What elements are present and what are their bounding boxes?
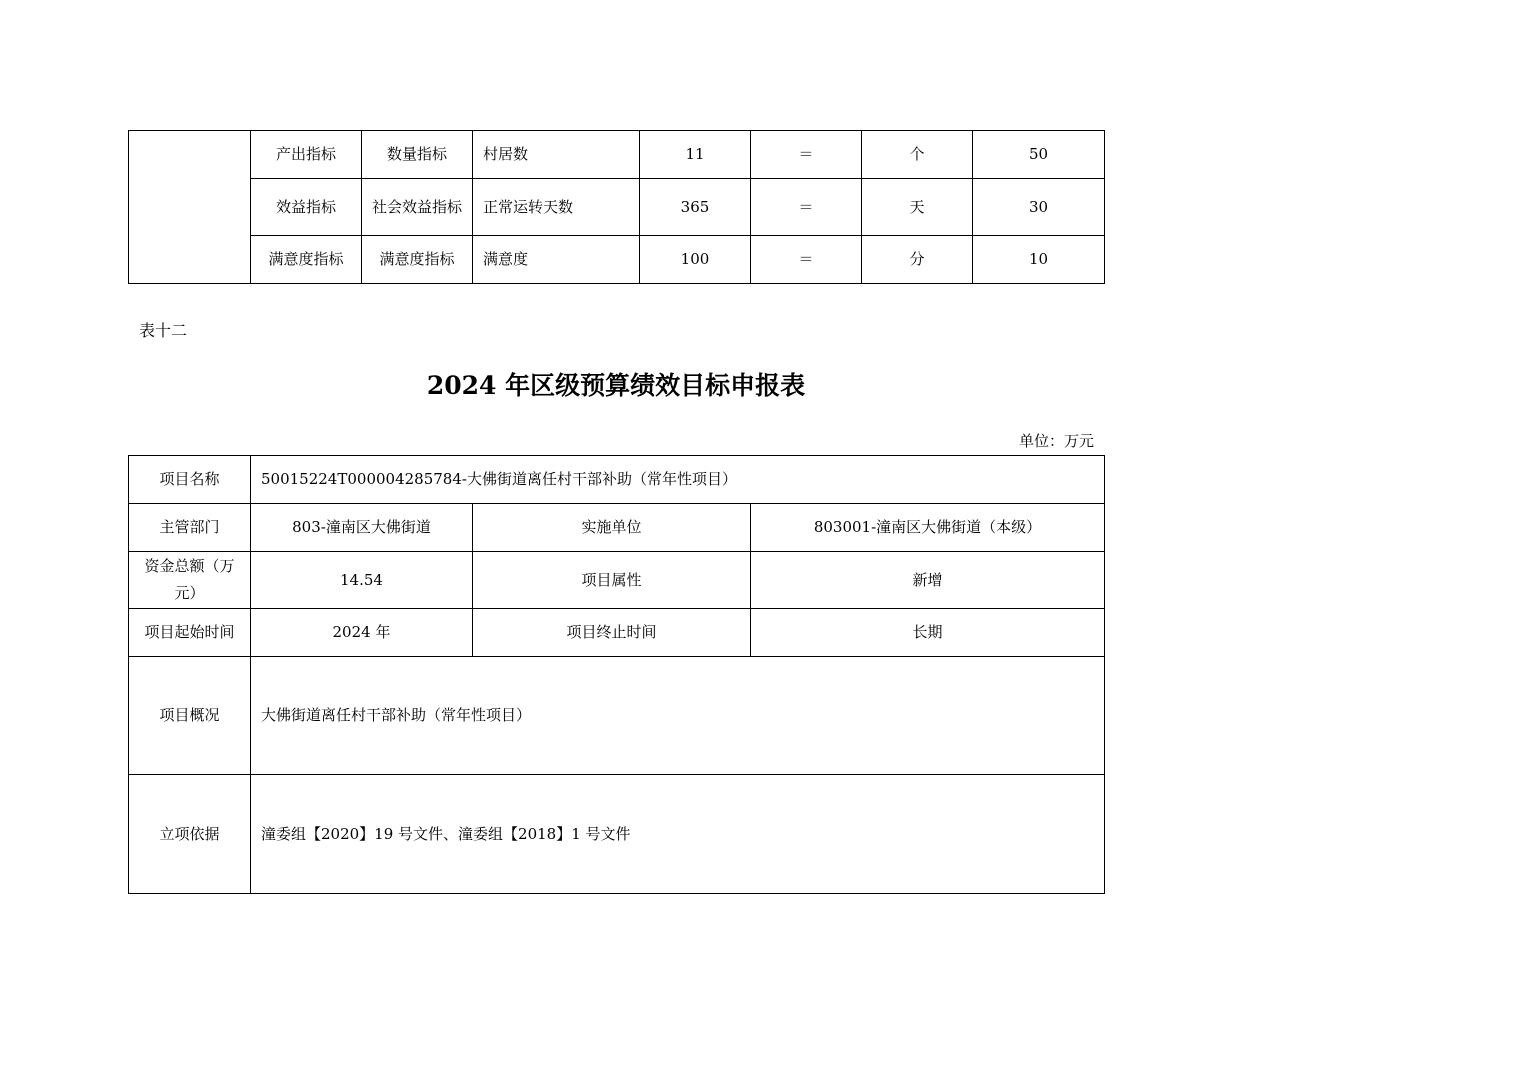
form-row-dept xyxy=(129,504,1105,552)
indicator-row xyxy=(129,179,1105,236)
indicator-subcategory: 数量指标 xyxy=(362,131,473,179)
attribute-value: 新增 xyxy=(751,552,1105,609)
form-row-overview xyxy=(129,657,1105,775)
attribute-label: 项目属性 xyxy=(473,552,751,609)
impl-unit-label: 实施单位 xyxy=(473,504,751,552)
indicator-unit: 分 xyxy=(862,236,973,284)
indicator-table xyxy=(128,130,1105,284)
document-title: 2024 年区级预算绩效目标申报表 xyxy=(426,371,806,400)
end-time-value: 长期 xyxy=(751,609,1105,657)
indicator-row xyxy=(129,131,1105,179)
indicator-subcategory: 社会效益指标 xyxy=(362,179,473,236)
project-name-value: 50015224T000004285784-大佛街道离任村干部补助（常年性项目） xyxy=(251,456,1105,504)
indicator-weight: 50 xyxy=(973,131,1105,179)
indicator-name: 满意度 xyxy=(473,236,640,284)
indicator-operator: ＝ xyxy=(751,179,862,236)
indicator-unit: 天 xyxy=(862,179,973,236)
start-time-value: 2024 年 xyxy=(251,609,473,657)
form-row-time xyxy=(129,609,1105,657)
overview-value: 大佛街道离任村干部补助（常年性项目） xyxy=(251,657,1105,775)
indicator-value: 100 xyxy=(640,236,751,284)
budget-form-table xyxy=(128,455,1105,894)
indicator-weight: 10 xyxy=(973,236,1105,284)
form-row-basis xyxy=(129,775,1105,894)
start-time-label: 项目起始时间 xyxy=(129,609,251,657)
indicator-operator: ＝ xyxy=(751,131,862,179)
indicator-name: 村居数 xyxy=(473,131,640,179)
indicator-operator: ＝ xyxy=(751,236,862,284)
indicator-row xyxy=(129,236,1105,284)
total-funds-value: 14.54 xyxy=(251,552,473,609)
indicator-unit: 个 xyxy=(862,131,973,179)
dept-value: 803-潼南区大佛街道 xyxy=(251,504,473,552)
table-number-label: 表十二 xyxy=(139,321,188,340)
total-funds-label: 资金总额（万元） xyxy=(129,552,251,609)
indicator-name: 正常运转天数 xyxy=(473,179,640,236)
indicator-category: 满意度指标 xyxy=(251,236,362,284)
indicator-value: 11 xyxy=(640,131,751,179)
unit-label: 单位：万元 xyxy=(1018,432,1094,450)
basis-value: 潼委组【2020】19 号文件、潼委组【2018】1 号文件 xyxy=(251,775,1105,894)
indicator-category: 效益指标 xyxy=(251,179,362,236)
overview-label: 项目概况 xyxy=(129,657,251,775)
impl-unit-value: 803001-潼南区大佛街道（本级） xyxy=(751,504,1105,552)
indicator-subcategory: 满意度指标 xyxy=(362,236,473,284)
indicator-category: 产出指标 xyxy=(251,131,362,179)
form-row-project-name xyxy=(129,456,1105,504)
end-time-label: 项目终止时间 xyxy=(473,609,751,657)
indicator-value: 365 xyxy=(640,179,751,236)
form-row-funds xyxy=(129,552,1105,609)
project-name-label: 项目名称 xyxy=(129,456,251,504)
dept-label: 主管部门 xyxy=(129,504,251,552)
basis-label: 立项依据 xyxy=(129,775,251,894)
merged-blank-cell xyxy=(129,131,251,284)
indicator-weight: 30 xyxy=(973,179,1105,236)
